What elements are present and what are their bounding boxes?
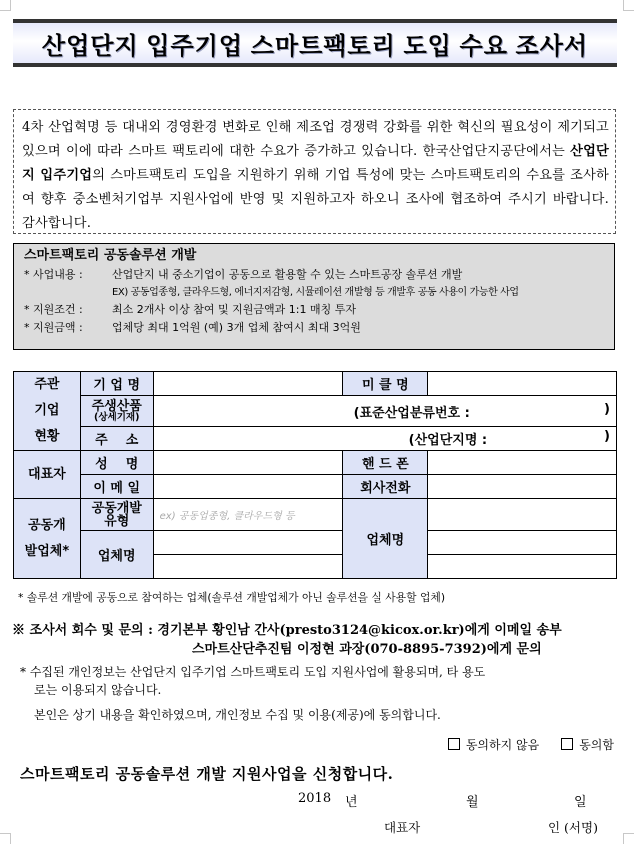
partner-name-field-2[interactable]	[428, 531, 617, 555]
page-corner-mark	[0, 833, 11, 844]
group-label-line: 주관	[34, 377, 60, 392]
business-title: 스마트팩토리 공동솔루션 개발	[24, 248, 197, 263]
signature-seal: 인 (서명)	[548, 820, 598, 835]
date-year-unit: 년	[345, 795, 358, 810]
agree-option[interactable]	[561, 736, 614, 753]
group-label-line: 발업체*	[24, 543, 70, 559]
label-name: 성 명	[80, 451, 153, 475]
group-label-line: 기업	[34, 403, 60, 418]
label-partner-name-right: 업체명	[343, 499, 428, 579]
group-label-representative: 대표자	[14, 451, 81, 499]
privacy-line: * 수집된 개인정보는 산업단지 입주기업 스마트팩토리 도입 지원사업에 활용되며, 타 용도	[20, 665, 486, 679]
label-address: 주 소	[80, 427, 153, 451]
intro-text-cont: 의 스마트팩토리 도입을 지원하기 위해 기업 특성에 맞는 스마트팩토리의 수요를 조사하여 향후 중소벤처기업부 지원사업에 반영 및 지원하고자 하오니 조사에 협조하여 주시기 바랍니다. 감사합니다.	[22, 168, 609, 231]
group-label-codev	[14, 499, 81, 579]
label-main-product-text: 주생산품	[91, 398, 142, 414]
industry-code-label: (표준산업분류번호 :	[353, 405, 470, 421]
business-item-value: 최소 2개사 이상 참여 및 지원금액과 1:1 매칭 투자	[112, 303, 356, 316]
main-product-field[interactable]	[153, 396, 616, 427]
nickname-field[interactable]	[428, 372, 617, 396]
page-corner-mark	[623, 833, 634, 844]
intro-text: 4차 산업혁명 등 대내외 경영환경 변화로 인해 제조업 경쟁력 강화를 위한 혁신의 필요성이 제기되고 있으며 이에 따라 스마트 팩토리에 대한 수요가 증가하고 있습니다. 한국산업단지공단에서는	[22, 120, 609, 159]
page-corner-mark	[623, 0, 634, 11]
label-partner-name-left: 업체명	[80, 531, 153, 579]
label-main-product-sub: (상세기재)	[94, 411, 140, 423]
business-item-label: * 지원금액 :	[24, 320, 83, 334]
document-title-bar	[13, 19, 617, 67]
label-company-name: 기 업 명	[80, 372, 153, 396]
inquiry-info	[12, 621, 562, 659]
agree-label: 동의함	[579, 738, 614, 752]
inquiry-line: 스마트산단추진팀 이정현 과장(070-8895-7392)에게 문의	[192, 642, 542, 657]
disagree-label: 동의하지 않음	[465, 738, 540, 752]
label-main-product	[80, 396, 153, 427]
partner-name-left-field-2[interactable]	[153, 555, 343, 579]
date-month-unit: 월	[466, 795, 479, 810]
codev-type-field[interactable]: ex) 공동업종형, 클라우드형 등	[153, 499, 343, 531]
label-company-phone: 회사전화	[343, 475, 428, 499]
signature-label: 대표자	[384, 820, 421, 835]
date-day-unit: 일	[574, 795, 587, 810]
document-title: 산업단지 입주기업 스마트팩토리 도입 수요 조사서	[41, 32, 589, 60]
disagree-option[interactable]	[448, 736, 539, 753]
mobile-field[interactable]	[428, 451, 617, 475]
group-label-company	[14, 372, 81, 451]
date-year: 2018	[298, 791, 332, 806]
business-item-label: * 지원조건 :	[24, 303, 83, 316]
close-paren: )	[604, 401, 610, 417]
business-item	[24, 301, 604, 319]
privacy-notice	[20, 663, 610, 699]
partner-name-field-3[interactable]	[428, 555, 617, 579]
checkbox-icon[interactable]	[561, 738, 573, 750]
intro-bold-text: 산업단지 입주기업	[22, 144, 609, 183]
partner-name-field-1[interactable]	[428, 499, 617, 531]
label-email: 이 메 일	[80, 475, 153, 499]
application-statement: 스마트팩토리 공동솔루션 개발 지원사업을 신청합니다.	[20, 765, 394, 783]
checkbox-icon[interactable]	[448, 738, 460, 750]
label-nickname: 미 클 명	[343, 372, 428, 396]
codev-footnote: * 솔루션 개발에 공동으로 참여하는 업체(솔루션 개발업체가 아닌 솔루션을 실 사용할 업체)	[18, 591, 446, 604]
business-info-box	[13, 243, 615, 350]
business-item-value: EX) 공동업종형, 클라우드형, 에너지저감형, 시뮬레이션 개발형 등 개발후 공동 사용이 가능한 사업	[112, 286, 519, 298]
business-item-value: 산업단지 내 중소기업이 공동으로 활용할 수 있는 스마트공장 솔루션 개발	[112, 268, 463, 281]
name-field[interactable]	[153, 451, 343, 475]
address-field[interactable]	[153, 427, 616, 451]
business-item-value: 업체당 최대 1억원 (예) 3개 업체 참여시 최대 3억원	[112, 320, 361, 334]
business-item-example	[24, 284, 604, 302]
label-mobile: 핸 드 폰	[343, 451, 428, 475]
application-form-table	[13, 371, 617, 579]
consent-options	[448, 736, 614, 753]
group-label-line: 공동개	[28, 517, 66, 533]
label-line: 유형	[104, 513, 130, 529]
intro-paragraph	[13, 109, 616, 234]
close-paren: )	[604, 429, 610, 444]
partner-name-left-field-1[interactable]	[153, 531, 343, 555]
label-codev-type	[80, 499, 153, 531]
group-label-line: 현황	[34, 429, 60, 444]
business-item	[24, 266, 604, 284]
business-item	[24, 319, 604, 337]
page-corner-mark	[0, 0, 11, 11]
email-field[interactable]	[153, 475, 343, 499]
privacy-line: 로는 이용되지 않습니다.	[34, 683, 162, 697]
company-phone-field[interactable]	[428, 475, 617, 499]
company-name-field[interactable]	[153, 372, 343, 396]
inquiry-line: ※ 조사서 회수 및 문의 : 경기본부 황인남 간사(presto3124@kicox.or.kr)에게 이메일 송부	[12, 623, 562, 638]
business-item-label: * 사업내용 :	[24, 268, 83, 281]
complex-name-label: (산업단지명 :	[408, 433, 488, 448]
consent-statement: 본인은 상기 내용을 확인하였으며, 개인정보 수집 및 이용(제공)에 동의합니다.	[34, 708, 441, 722]
label-line: 공동개발	[91, 500, 142, 516]
